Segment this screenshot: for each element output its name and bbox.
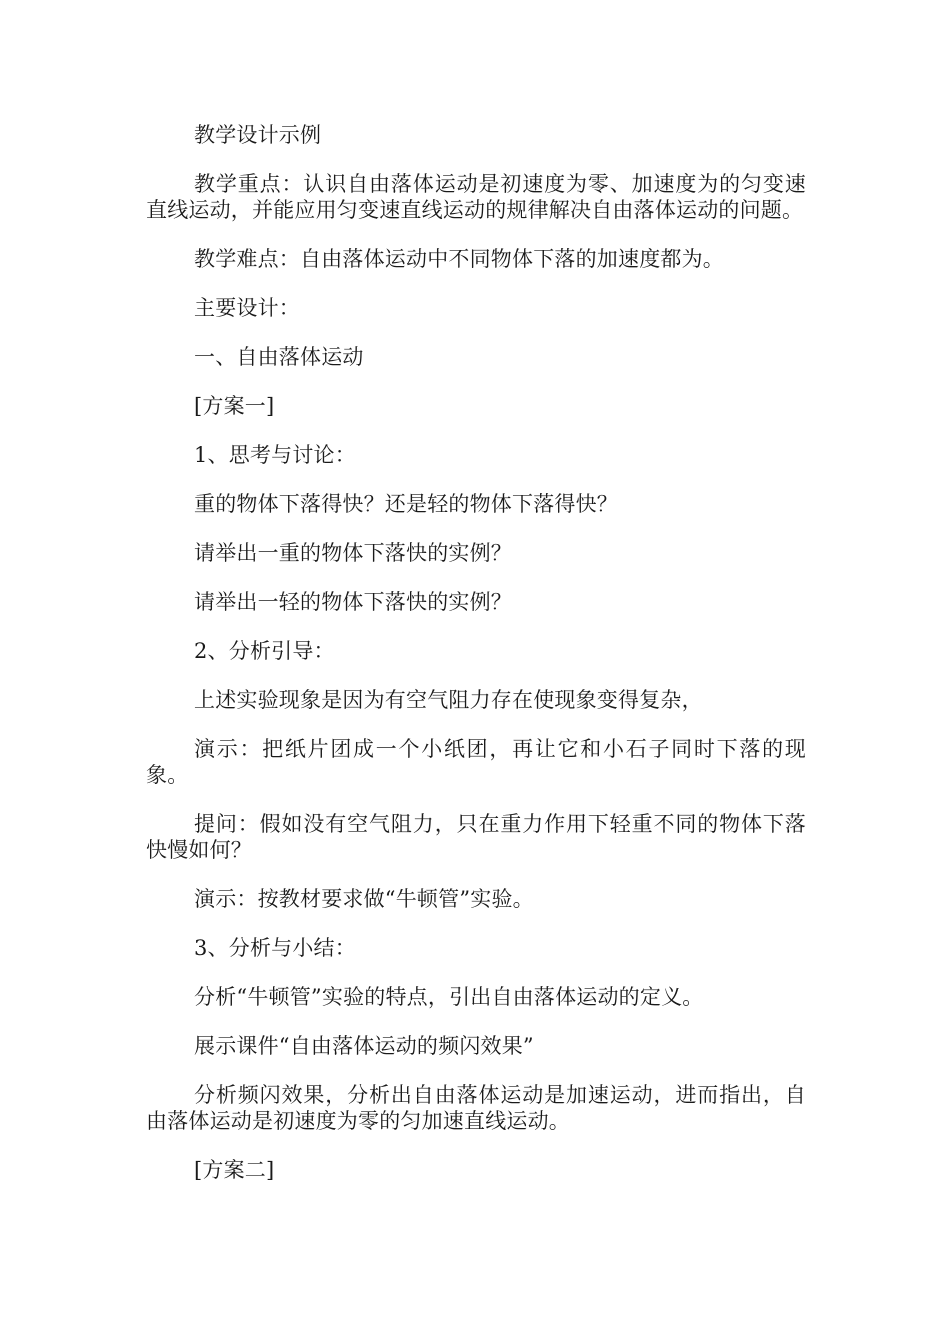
teaching-difficulty: 教学难点：自由落体运动中不同物体下落的加速度都为。: [194, 247, 724, 271]
doc-title: 教学设计示例: [194, 123, 322, 147]
main-design-heading: 主要设计：: [194, 296, 300, 320]
show-courseware: 展示课件“自由落体运动的频闪效果”: [194, 1034, 534, 1058]
step-3-heading: 3、分析与小结：: [194, 936, 356, 960]
demo-paper-ball: 演示：把纸片团成一个小纸团，再让它和小石子同时下落的现象。: [146, 737, 806, 787]
step-1-heading: 1、思考与讨论：: [194, 443, 356, 467]
analysis-newton-tube: 分析“牛顿管”实验的特点，引出自由落体运动的定义。: [194, 985, 704, 1009]
question-heavy-example: 请举出一重的物体下落快的实例？: [194, 541, 512, 565]
analysis-air-resistance: 上述实验现象是因为有空气阻力存在使现象变得复杂，: [194, 688, 703, 712]
section-heading-free-fall: 一、自由落体运动: [194, 345, 364, 369]
analysis-strobe-effect: 分析频闪效果，分析出自由落体运动是加速运动，进而指出，自由落体运动是初速度为零的匀加速直线运动。: [146, 1083, 806, 1133]
teaching-focus: 教学重点：认识自由落体运动是初速度为零、加速度为的匀变速直线运动，并能应用匀变速直线运动的规律解决自由落体运动的问题。: [146, 172, 806, 222]
document-body: [146, 122, 806, 1206]
plan-one-heading: [方案一]: [194, 394, 275, 418]
question-heavy-or-light: 重的物体下落得快？还是轻的物体下落得快？: [194, 492, 618, 516]
plan-two-heading: [方案二]: [194, 1158, 275, 1182]
demo-newton-tube: 演示：按教材要求做“牛顿管”实验。: [194, 887, 534, 911]
question-light-example: 请举出一轻的物体下落快的实例？: [194, 590, 512, 614]
question-no-air-resistance: 提问：假如没有空气阻力，只在重力作用下轻重不同的物体下落快慢如何？: [146, 812, 806, 862]
step-2-heading: 2、分析引导：: [194, 639, 335, 663]
